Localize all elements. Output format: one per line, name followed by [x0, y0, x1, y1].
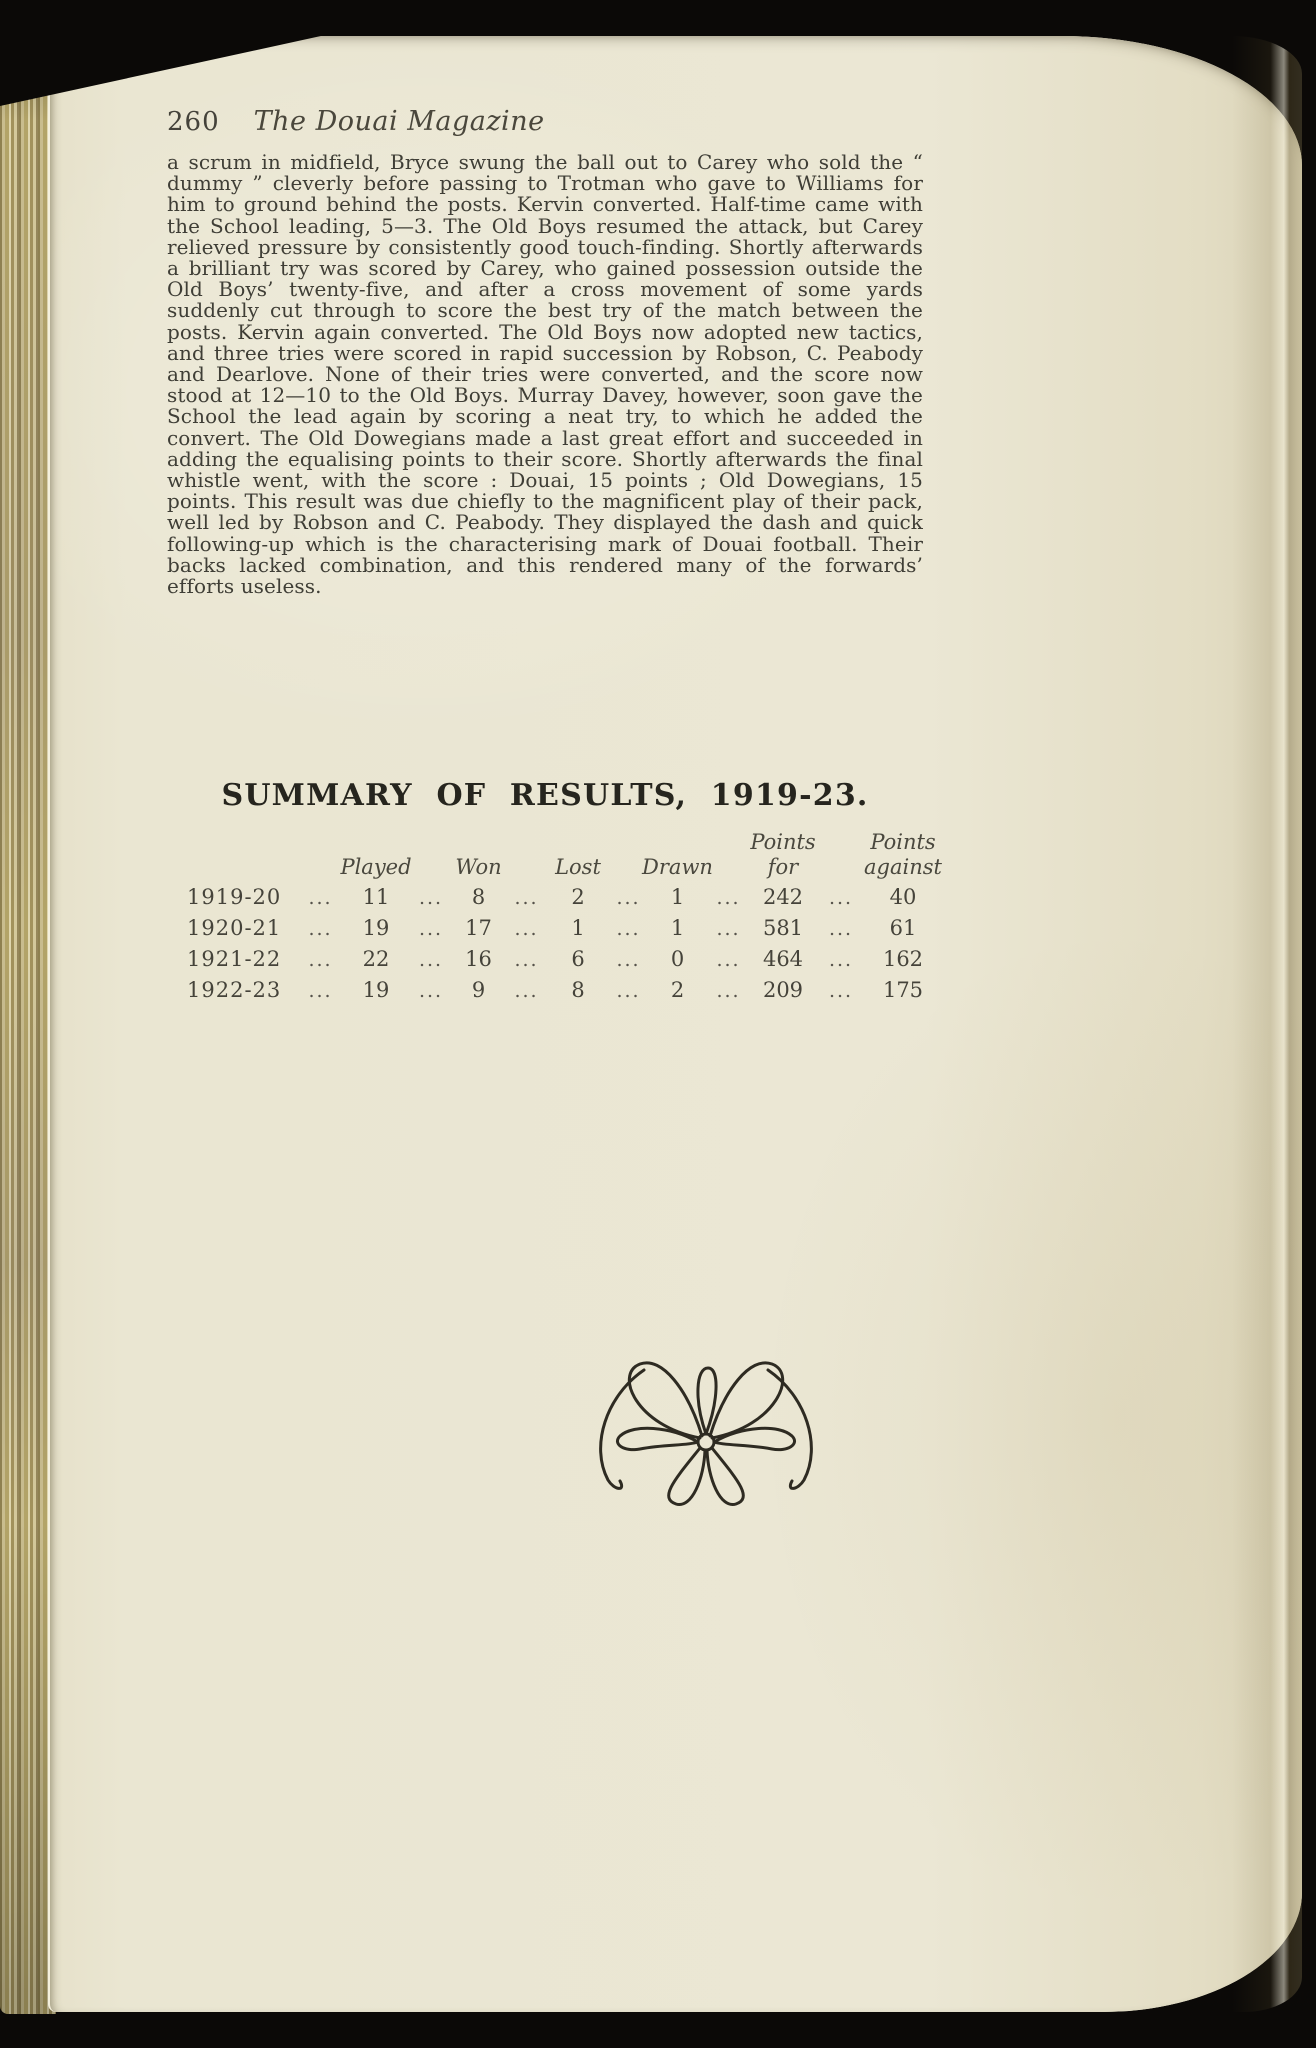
won-cell: 9: [471, 978, 486, 1002]
won-cell: 8: [471, 885, 486, 909]
summary-heading: SUMMARY OF RESULTS, 1919-23.: [221, 778, 869, 813]
table-row: [187, 885, 935, 916]
points-for-cell: 464: [762, 947, 804, 971]
won-cell: 16: [465, 947, 492, 971]
points-against-header-line2: against: [864, 855, 942, 879]
dot-leader: ...: [308, 887, 333, 909]
won-cell: 17: [465, 916, 492, 940]
table-row: [187, 947, 935, 978]
magazine-page: [48, 36, 1302, 2012]
lost-cell: 6: [571, 947, 585, 971]
dot-leader: ...: [418, 918, 444, 940]
dot-leader: ...: [308, 980, 333, 1002]
points-for-cell: 581: [762, 916, 804, 940]
dot-leader: ...: [616, 980, 641, 1002]
played-cell: 19: [362, 916, 390, 940]
dot-leader: ...: [514, 980, 539, 1002]
points-for-cell: 242: [762, 885, 804, 909]
match-report-paragraph: a scrum in midfield, Bryce swung the ball out to Carey who sold the “ dummy ” cleverly before passing to Trotman who gave to Williams for him to ground behind the posts. Kervin converted. Half-time came with the School leading, 5—3. The Old Boys resumed the attack, but Carey relieved pressure by consistently good touch-finding. Shortly afterwards a brilliant try was scored by Carey, who gained possession outside the Old Boys’ twenty-five, and after a cross movement of some yards suddenly cut through to score the best try of the match between the posts. Kervin again converted. The Old Boys now adopted new tactics, and three tries were scored in rapid succession by Robson, C. Peabody and Dearlove. None of their tries were converted, and the score now stood at 12—10 to the Old Boys. Murray Davey, however, soon gave the School the lead again by scoring a neat try, to which he added the convert. The Old Dowegians made a last great effort and succeeded in adding the equalising points to their score. Shortly afterwards the final whistle went, with the score : Douai, 15 points ; Old Dowegians, 15 points. This result was due chiefly to the magnificent play of their pack, well led by Robson and C. Peabody. They displayed the dash and quick following-up which is the characterising mark of Douai football. Their backs lacked combination, and this rendered many of the forwards’ efforts useless.: [167, 150, 923, 599]
table-header-points-line: [187, 830, 935, 855]
page-number: 260: [167, 107, 220, 137]
dot-leader: ...: [828, 887, 854, 909]
points-against-cell: 162: [882, 947, 924, 971]
table-body: [187, 885, 935, 1009]
dot-leader: ...: [716, 918, 741, 940]
lost-cell: 8: [571, 978, 585, 1002]
played-cell: 11: [362, 885, 390, 909]
dot-leader: ...: [828, 980, 854, 1002]
dot-leader: ...: [828, 918, 854, 940]
dot-leader: ...: [308, 918, 333, 940]
dot-leader: ...: [514, 949, 539, 971]
dot-leader: ...: [308, 949, 333, 971]
points-against-cell: 40: [889, 885, 917, 909]
dot-leader: ...: [418, 887, 444, 909]
dot-leader: ...: [616, 918, 641, 940]
season-cell: 1922-23: [187, 978, 282, 1002]
lost-header: Lost: [555, 855, 601, 879]
points-for-header-line1: Points: [750, 830, 816, 854]
won-header: Won: [455, 855, 502, 879]
drawn-cell: 1: [670, 916, 685, 940]
dot-leader: ...: [616, 887, 641, 909]
page-gutter-shadow: [1232, 36, 1302, 2012]
drawn-cell: 1: [670, 885, 685, 909]
played-cell: 19: [362, 978, 390, 1002]
journal-title: The Douai Magazine: [253, 106, 545, 137]
drawn-header: Drawn: [642, 855, 713, 879]
played-cell: 22: [362, 947, 390, 971]
lost-cell: 1: [571, 916, 585, 940]
season-cell: 1921-22: [187, 947, 282, 971]
dot-leader: ...: [716, 949, 741, 971]
dot-leader: ...: [514, 887, 539, 909]
points-against-header-line1: Points: [870, 830, 936, 854]
dot-leader: ...: [716, 980, 741, 1002]
running-header: [167, 106, 937, 137]
dot-leader: ...: [828, 949, 854, 971]
results-table: [187, 830, 942, 1009]
points-against-cell: 61: [889, 916, 917, 940]
points-for-cell: 209: [762, 978, 804, 1002]
drawn-cell: 0: [670, 947, 685, 971]
drawn-cell: 2: [670, 978, 685, 1002]
table-header-row: [187, 855, 942, 880]
points-for-header-line2: for: [767, 855, 799, 879]
played-header: Played: [340, 855, 412, 879]
ornament-flourish: [578, 1342, 838, 1532]
dot-leader: ...: [716, 887, 741, 909]
dot-leader: ...: [514, 918, 539, 940]
table-row: [187, 916, 935, 947]
dot-leader: ...: [418, 980, 444, 1002]
table-row: [187, 978, 935, 1009]
season-cell: 1919-20: [187, 885, 282, 909]
points-against-cell: 175: [882, 978, 924, 1002]
lost-cell: 2: [571, 885, 585, 909]
season-cell: 1920-21: [187, 916, 282, 940]
dot-leader: ...: [616, 949, 641, 971]
dot-leader: ...: [418, 949, 444, 971]
